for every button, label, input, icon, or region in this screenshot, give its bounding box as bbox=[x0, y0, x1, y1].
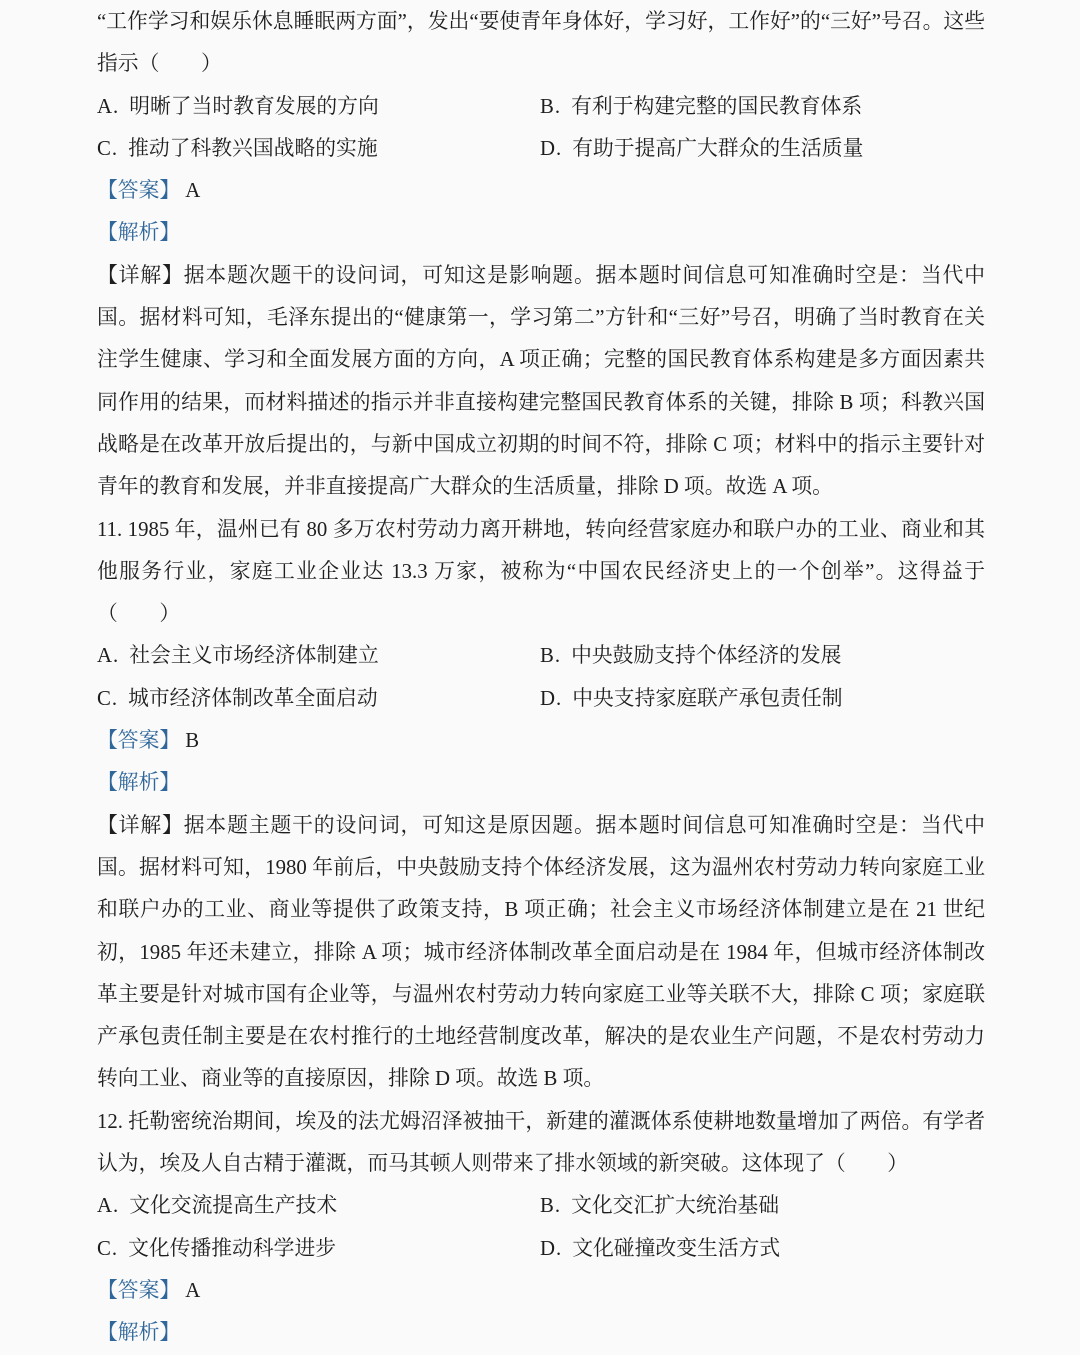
answer-line bbox=[97, 1270, 985, 1312]
options-grid bbox=[97, 1185, 985, 1270]
option-c bbox=[97, 128, 540, 170]
option-key: D. bbox=[540, 136, 563, 160]
answer-label: 【答案】 bbox=[97, 179, 181, 203]
option-b bbox=[540, 635, 985, 677]
option-key: D. bbox=[540, 686, 563, 710]
option-a bbox=[97, 635, 540, 677]
answer-label: 【答案】 bbox=[97, 729, 181, 753]
option-c bbox=[97, 1228, 540, 1270]
option-text: 明晰了当时教育发展的方向 bbox=[129, 94, 379, 118]
question-stem: 11. 1985 年，温州已有 80 多万农村劳动力离开耕地，转向经营家庭办和联户办的工业、商业和其他服务行业，家庭工业企业达 13.3 万家，被称为“中国农民经济史上的一个创举”。这得益于（ ） bbox=[97, 517, 985, 626]
analysis-line bbox=[97, 1312, 985, 1354]
analysis-line bbox=[97, 212, 985, 254]
option-b bbox=[540, 86, 985, 128]
option-text: 推动了科教兴国战略的实施 bbox=[128, 136, 378, 160]
analysis-label: 【解析】 bbox=[97, 221, 181, 245]
question-block-12 bbox=[97, 1101, 985, 1355]
option-text: 中央鼓励支持个体经济的发展 bbox=[571, 644, 842, 668]
question-block-11 bbox=[97, 509, 985, 1101]
option-text: 文化传播推动科学进步 bbox=[128, 1236, 337, 1260]
option-key: A. bbox=[97, 644, 120, 668]
answer-value: B bbox=[185, 729, 200, 753]
analysis-label: 【解析】 bbox=[97, 771, 181, 795]
question-block-10 bbox=[97, 1, 985, 509]
answer-value: A bbox=[185, 1278, 201, 1302]
option-b bbox=[540, 1185, 985, 1227]
answer-line bbox=[97, 170, 985, 212]
option-key: B. bbox=[540, 1194, 562, 1218]
options-grid bbox=[97, 86, 985, 171]
option-d bbox=[540, 1228, 985, 1270]
option-text: 文化交流提高生产技术 bbox=[129, 1194, 338, 1218]
analysis-label: 【解析】 bbox=[97, 1321, 181, 1345]
option-key: C. bbox=[97, 136, 119, 160]
option-text: 城市经济体制改革全面启动 bbox=[128, 686, 378, 710]
option-key: A. bbox=[97, 94, 120, 118]
option-text: 有助于提高广大群众的生活质量 bbox=[572, 136, 864, 160]
option-d bbox=[540, 128, 985, 170]
answer-label: 【答案】 bbox=[97, 1278, 181, 1302]
option-a bbox=[97, 86, 540, 128]
option-key: B. bbox=[540, 94, 562, 118]
option-d bbox=[540, 678, 985, 720]
option-text: 中央支持家庭联产承包责任制 bbox=[572, 686, 843, 710]
question-stem: “工作学习和娱乐休息睡眠两方面”，发出“要使青年身体好，学习好，工作好”的“三好”号召。这些指示（ ） bbox=[97, 10, 985, 76]
option-text: 社会主义市场经济体制建立 bbox=[129, 644, 379, 668]
option-a bbox=[97, 1185, 540, 1227]
answer-line bbox=[97, 720, 985, 762]
analysis-line bbox=[97, 762, 985, 804]
option-key: B. bbox=[540, 644, 562, 668]
question-stem: 12. 托勒密统治期间，埃及的法尤姆沼泽被抽干，新建的灌溉体系使耕地数量增加了两倍。有学者认为，埃及人自古精于灌溉，而马其顿人则带来了排水领域的新突破。这体现了（ ） bbox=[97, 1109, 985, 1176]
option-key: C. bbox=[97, 1236, 119, 1260]
answer-value: A bbox=[185, 179, 201, 203]
option-text: 文化碰撞改变生活方式 bbox=[572, 1236, 781, 1260]
option-key: A. bbox=[97, 1194, 120, 1218]
option-key: D. bbox=[540, 1236, 563, 1260]
detail-paragraph: 【详解】据本题主题干的设问词，可知这是原因题。据本题时间信息可知准确时空是：当代中国。据材料可知，1980 年前后，中央鼓励支持个体经济发展，这为温州农村劳动力转向家庭工业和联户办的工业、商业等提供了政策支持，B 项正确；社会主义市场经济体制建立是在 21 世纪初，1985 年还未建立，排除 A 项；城市经济体制改革全面启动是在 1984 年，但城市经济体制改革主要是针对城市国有企业等，与温州农村劳动力转向家庭工业等关联不大，排除 C 项；家庭联产承包责任制主要是在农村推行的土地经营制度改革，解决的是农业生产问题，不是农村劳动力转向工业、商业等的直接原因，排除 D 项。故选 B 项。 bbox=[97, 813, 985, 1091]
option-text: 文化交汇扩大统治基础 bbox=[571, 1194, 780, 1218]
option-c bbox=[97, 678, 540, 720]
option-text: 有利于构建完整的国民教育体系 bbox=[571, 94, 863, 118]
option-key: C. bbox=[97, 686, 119, 710]
options-grid bbox=[97, 635, 985, 720]
detail-paragraph: 【详解】据本题次题干的设问词，可知这是影响题。据本题时间信息可知准确时空是：当代中国。据材料可知，毛泽东提出的“健康第一，学习第二”方针和“三好”号召，明确了当时教育在关注学生健康、学习和全面发展方面的方向，A 项正确；完整的国民教育体系构建是多方面因素共同作用的结果，而材料描述的指示并非直接构建完整国民教育体系的关键，排除 B 项；科教兴国战略是在改革开放后提出的，与新中国成立初期的时间不符，排除 C 项；材料中的指示主要针对青年的教育和发展，并非直接提高广大群众的生活质量，排除 D 项。故选 A 项。 bbox=[97, 263, 985, 499]
